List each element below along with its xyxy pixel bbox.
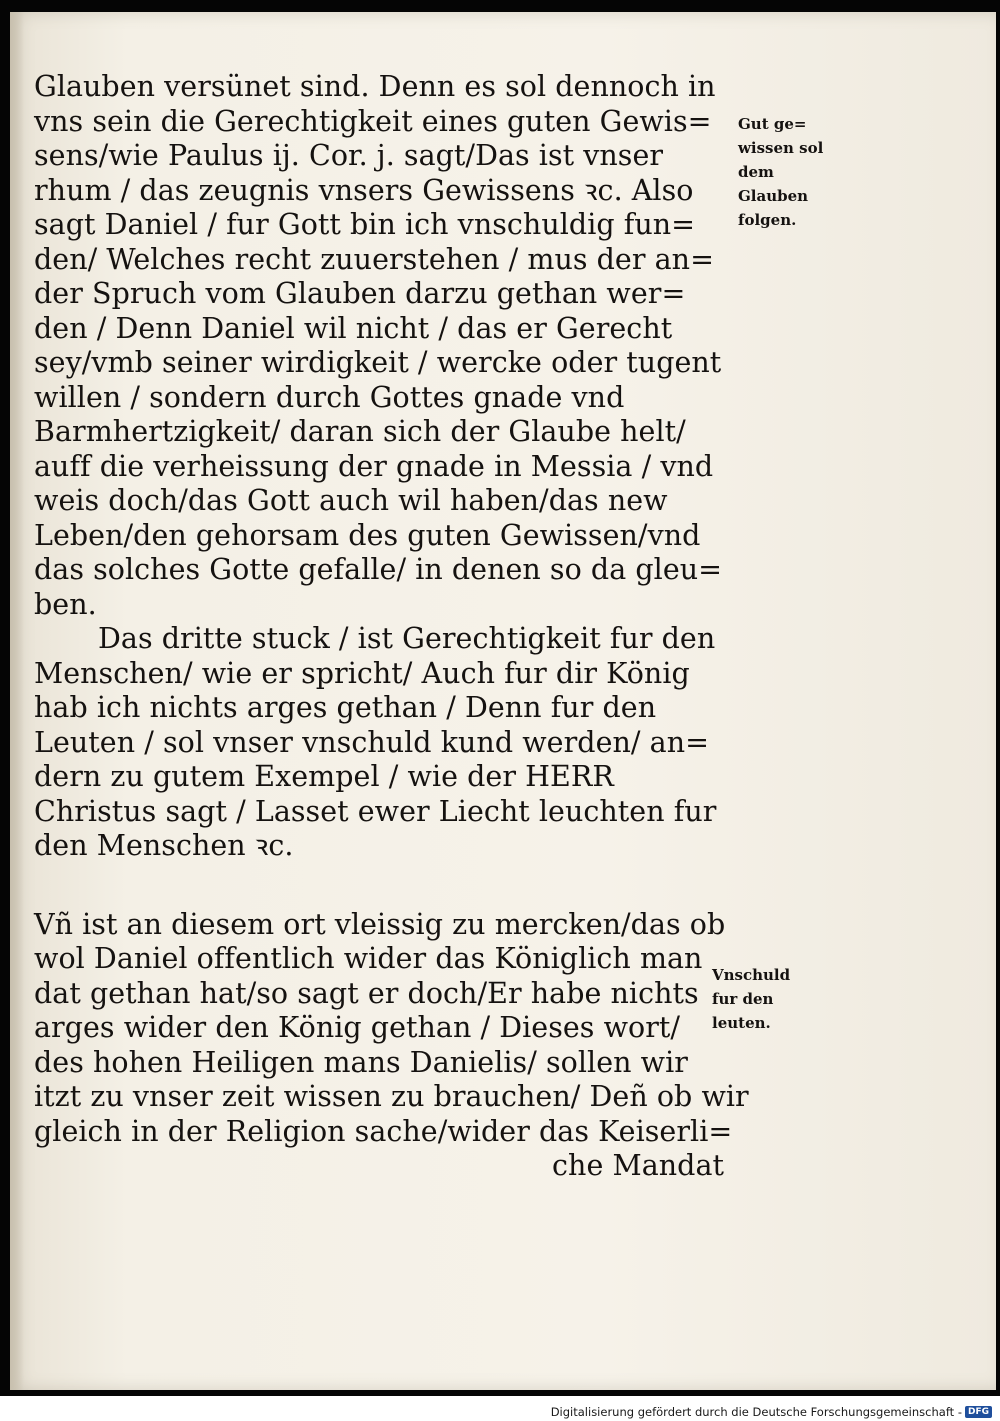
text-line: hab ich nichts arges gethan / Denn fur den — [34, 691, 657, 724]
paragraph-start-line: Vñ ist an diesem ort vleissig zu mercken/das ob — [34, 907, 726, 941]
text-line: arges wider den König gethan / Dieses wort/ — [34, 1011, 681, 1044]
page-gutter-shadow — [10, 12, 24, 1390]
text-line: das solches Gotte gefalle/ in denen so da gleu= — [34, 553, 723, 586]
text-line: Menschen/ wie er spricht/ Auch fur dir König — [34, 656, 690, 690]
text-line: der Spruch vom Glauben darzu gethan wer= — [34, 277, 686, 310]
margin-note-conscience — [738, 112, 823, 232]
margin-note-line: Vnschuld — [712, 966, 791, 984]
text-line: vns sein die Gerechtigkeit eines guten Gewis= — [34, 104, 712, 138]
text-line: den Menschen ꝛc. — [34, 829, 294, 862]
text-line: Glauben versünet sind. Denn es sol dennoch in — [34, 70, 716, 103]
text-line: Leuten / sol vnser vnschuld kund werden/ an= — [34, 725, 710, 759]
footer-text: Digitalisierung gefördert durch die Deutsche Forschungsgemeinschaft - — [550, 1405, 962, 1419]
catchword-line: che Mandat — [552, 1149, 724, 1182]
text-line: itzt zu vnser zeit wissen zu brauchen/ Deñ ob wir — [34, 1080, 749, 1113]
text-line: rhum / das zeugnis vnsers Gewissens ꝛc. Also — [34, 173, 694, 207]
paragraph-start-line: Das dritte stuck / ist Gerechtigkeit fur den — [98, 622, 716, 655]
text-line: Leben/den gehorsam des guten Gewissen/vnd — [34, 518, 701, 552]
margin-note-line: wissen sol — [738, 139, 824, 157]
text-line: willen / sondern durch Gottes gnade vnd — [34, 380, 625, 414]
text-line: sey/vmb seiner wirdigkeit / wercke oder tugent — [34, 346, 722, 379]
main-text-block — [34, 70, 749, 1184]
text-line: sagt Daniel / fur Gott bin ich vnschuldig fun= — [34, 208, 696, 241]
footer-credit — [551, 1405, 992, 1419]
dfg-logo-icon: DFG — [965, 1406, 992, 1418]
margin-note-line: folgen. — [738, 211, 797, 229]
text-line: des hohen Heiligen mans Danielis/ sollen wir — [34, 1045, 688, 1079]
text-line: gleich in der Religion sache/wider das Keiserli= — [34, 1114, 733, 1148]
text-line: dern zu gutem Exempel / wie der HERR — [34, 760, 614, 793]
text-line: ben. — [34, 587, 97, 621]
text-line: wol Daniel offentlich wider das Königlich man — [34, 942, 703, 975]
text-line: Barmhertzigkeit/ daran sich der Glaube helt/ — [34, 415, 686, 448]
text-line: den / Denn Daniel wil nicht / das er Gerecht — [34, 311, 673, 345]
text-line: dat gethan hat/so sagt er doch/Er habe nichts — [34, 976, 699, 1010]
text-line: auff die verheissung der gnade in Messia / vnd — [34, 449, 714, 483]
text-line: Christus sagt / Lasset ewer Liecht leuchten fur — [34, 794, 717, 828]
margin-note-line: leuten. — [712, 1014, 771, 1032]
margin-note-line: Gut ge= — [738, 115, 807, 133]
text-line: sens/wie Paulus ij. Cor. j. sagt/Das ist vnser — [34, 139, 664, 172]
text-line: weis doch/das Gott auch wil haben/das new — [34, 484, 668, 517]
text-line: den/ Welches recht zuuerstehen / mus der an= — [34, 242, 715, 276]
margin-note-line: Glauben — [738, 187, 809, 205]
margin-note-line: fur den — [712, 990, 774, 1008]
margin-note-line: dem — [738, 163, 774, 181]
paragraph-gap — [34, 864, 724, 908]
margin-note-innocence — [712, 963, 790, 1035]
